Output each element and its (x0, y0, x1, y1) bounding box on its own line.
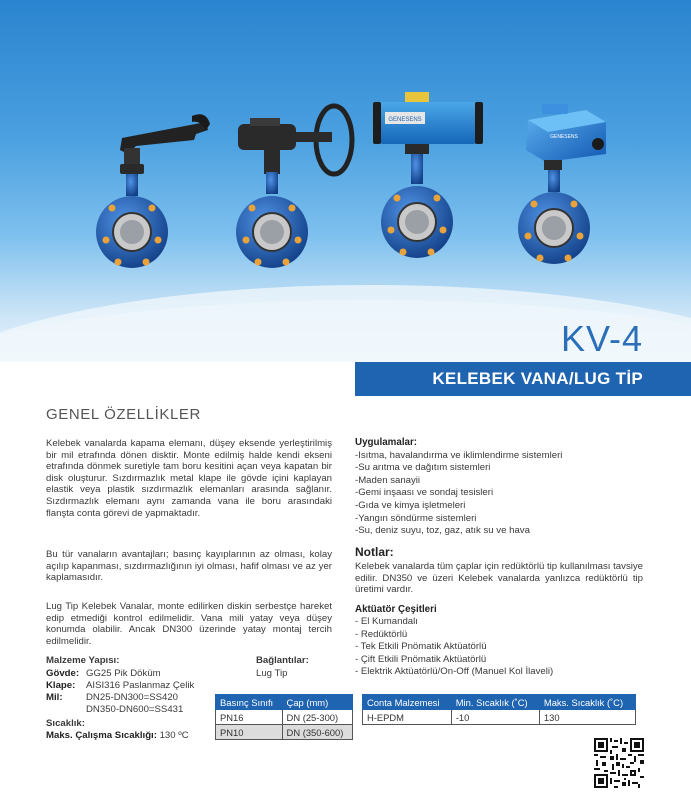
paragraph-2: Bu tür vanaların avantajları; basınç kayıplarının az olması, kolay açılıp kapanması, sızdırmazlığının iyi olması, hafif olması ve az yer kaplamasıdır. (46, 549, 332, 584)
material-shaft-value-2: DN350-DN600=SS431 (86, 704, 184, 715)
actuator-item: - El Kumandalı (355, 616, 418, 628)
temperature-label: Maks. Çalışma Sıcaklığı: (46, 730, 157, 741)
material-shaft-value-1: DN25-DN300=SS420 (86, 692, 178, 703)
material-disc-row (46, 680, 195, 692)
electric-brand-plate: GENESENS (550, 134, 578, 140)
paragraph-3: Lug Tip Kelebek Vanalar, monte edilirken diskin serbestçe hareket edip etmediği kontrol edilmelidir. Vana mili yatay veya düşey konumda olabilir. Ancak DN300 üzerinde yatay montaj tercih edilmelidir. (46, 601, 332, 647)
table-header-row (363, 695, 636, 710)
connections-heading: Bağlantılar: (256, 655, 309, 666)
temperature-heading: Sıcaklık: (46, 718, 85, 729)
table-row (216, 710, 353, 725)
applications-list (355, 437, 562, 538)
product-title: KELEBEK VANA/LUG TİP (432, 369, 643, 388)
hero-banner (0, 0, 691, 362)
application-item: -Maden sanayii (355, 474, 421, 486)
application-item: -Su arıtma ve dağıtım sistemleri (355, 462, 491, 474)
application-item: -Isıtma, havalandırma ve iklimlendirme sistemleri (355, 449, 563, 461)
valve-pneumatic-image (365, 88, 495, 280)
table-cell: -10 (451, 710, 539, 725)
paragraph-installation (46, 601, 332, 647)
connections-value: Lug Tip (256, 668, 288, 679)
material-body-row (46, 668, 161, 680)
paragraph-1: Kelebek vanalarda kapama elemanı, düşey eksende yerleştirilmiş bir mil etrafında dönen disktir. Monte edilmiş halde kendi ekseni etrafında dönmek suretiyle tam boru kesitini açan veya kapatan bir disk oluşturur. Sızdırmazlık metal klape ile gövde içini kaplayan elastik veya plastik sızdırmazlık elemanları arasında sağlanır. Sızdırmazlık elemanı aynı zamanda vana ile boru arasındaki flanşta conta görevi de yapmaktadır. (46, 438, 332, 519)
seal-material-table (362, 694, 636, 725)
table-cell: 130 (539, 710, 635, 725)
table-cell: PN16 (216, 710, 283, 725)
temperature-value: 130 ºC (159, 730, 189, 741)
table-row (216, 725, 353, 740)
table-cell: H-EPDM (363, 710, 452, 725)
notes-text: Kelebek vanalarda tüm çaplar için redüktörlü tip kullanılması tavsiye edilir. DN350 ve üzeri Kelebek vanalarda yanlızca redüktörlü tip üretimi vardır. (355, 561, 643, 596)
application-item: -Su, deniz suyu, toz, gaz, atık su ve hava (355, 525, 530, 537)
material-shaft-row (46, 692, 178, 704)
material-shaft-label: Mil: (46, 692, 63, 703)
material-disc-label: Klape: (46, 680, 76, 691)
actuator-item: - Redüktörlü (355, 628, 408, 640)
material-body-label: Gövde: (46, 668, 80, 679)
table-cell: DN (350-600) (282, 725, 352, 740)
table-header-cell: Min. Sıcaklık (˚C) (451, 695, 539, 710)
table-header-cell: Maks. Sıcaklık (˚C) (539, 695, 635, 710)
pressure-class-table (215, 694, 353, 740)
qr-code-icon[interactable] (594, 738, 644, 788)
paragraph-advantages (46, 549, 332, 584)
material-body-value: GG25 Pik Döküm (86, 668, 161, 679)
materials-heading: Malzeme Yapısı: (46, 655, 120, 666)
application-item: -Gıda ve kimya işletmeleri (355, 499, 466, 511)
table-header-row (216, 695, 353, 710)
actuator-item: - Çift Etkili Pnömatik Aktüatörlü (355, 653, 487, 665)
model-code: KV-4 (560, 318, 643, 359)
valve-lever-image (88, 100, 218, 280)
paragraph-description (46, 438, 332, 519)
product-title-bar (355, 362, 691, 396)
temperature-row (46, 730, 189, 742)
table-header-cell: Çap (mm) (282, 695, 352, 710)
actuator-brand-plate: GENESENS (388, 117, 422, 123)
actuators-list (355, 604, 553, 678)
actuator-item: - Elektrik Aktüatörlü/On-Off (Manuel Kol İlaveli) (355, 666, 554, 678)
actuators-heading: Aktüatör Çeşitleri (355, 604, 437, 615)
material-disc-value: AISI316 Paslanmaz Çelik (86, 680, 195, 691)
application-item: -Yangın söndürme sistemleri (355, 512, 477, 524)
applications-heading: Uygulamalar: (355, 437, 418, 448)
table-header-cell: Basınç Sınıfı (216, 695, 283, 710)
table-cell: DN (25-300) (282, 710, 352, 725)
application-item: -Gemi inşaası ve sondaj tesisleri (355, 487, 494, 499)
section-title: GENEL ÖZELLİKLER (46, 406, 201, 423)
table-cell: PN10 (216, 725, 283, 740)
valve-gearbox-image (228, 100, 358, 280)
actuator-item: - Tek Etkili Pnömatik Aktüatörlü (355, 641, 487, 653)
notes-heading: Notlar: (355, 545, 394, 559)
table-header-cell: Conta Malzemesi (363, 695, 452, 710)
valve-electric-image (506, 98, 626, 280)
table-row (363, 710, 636, 725)
